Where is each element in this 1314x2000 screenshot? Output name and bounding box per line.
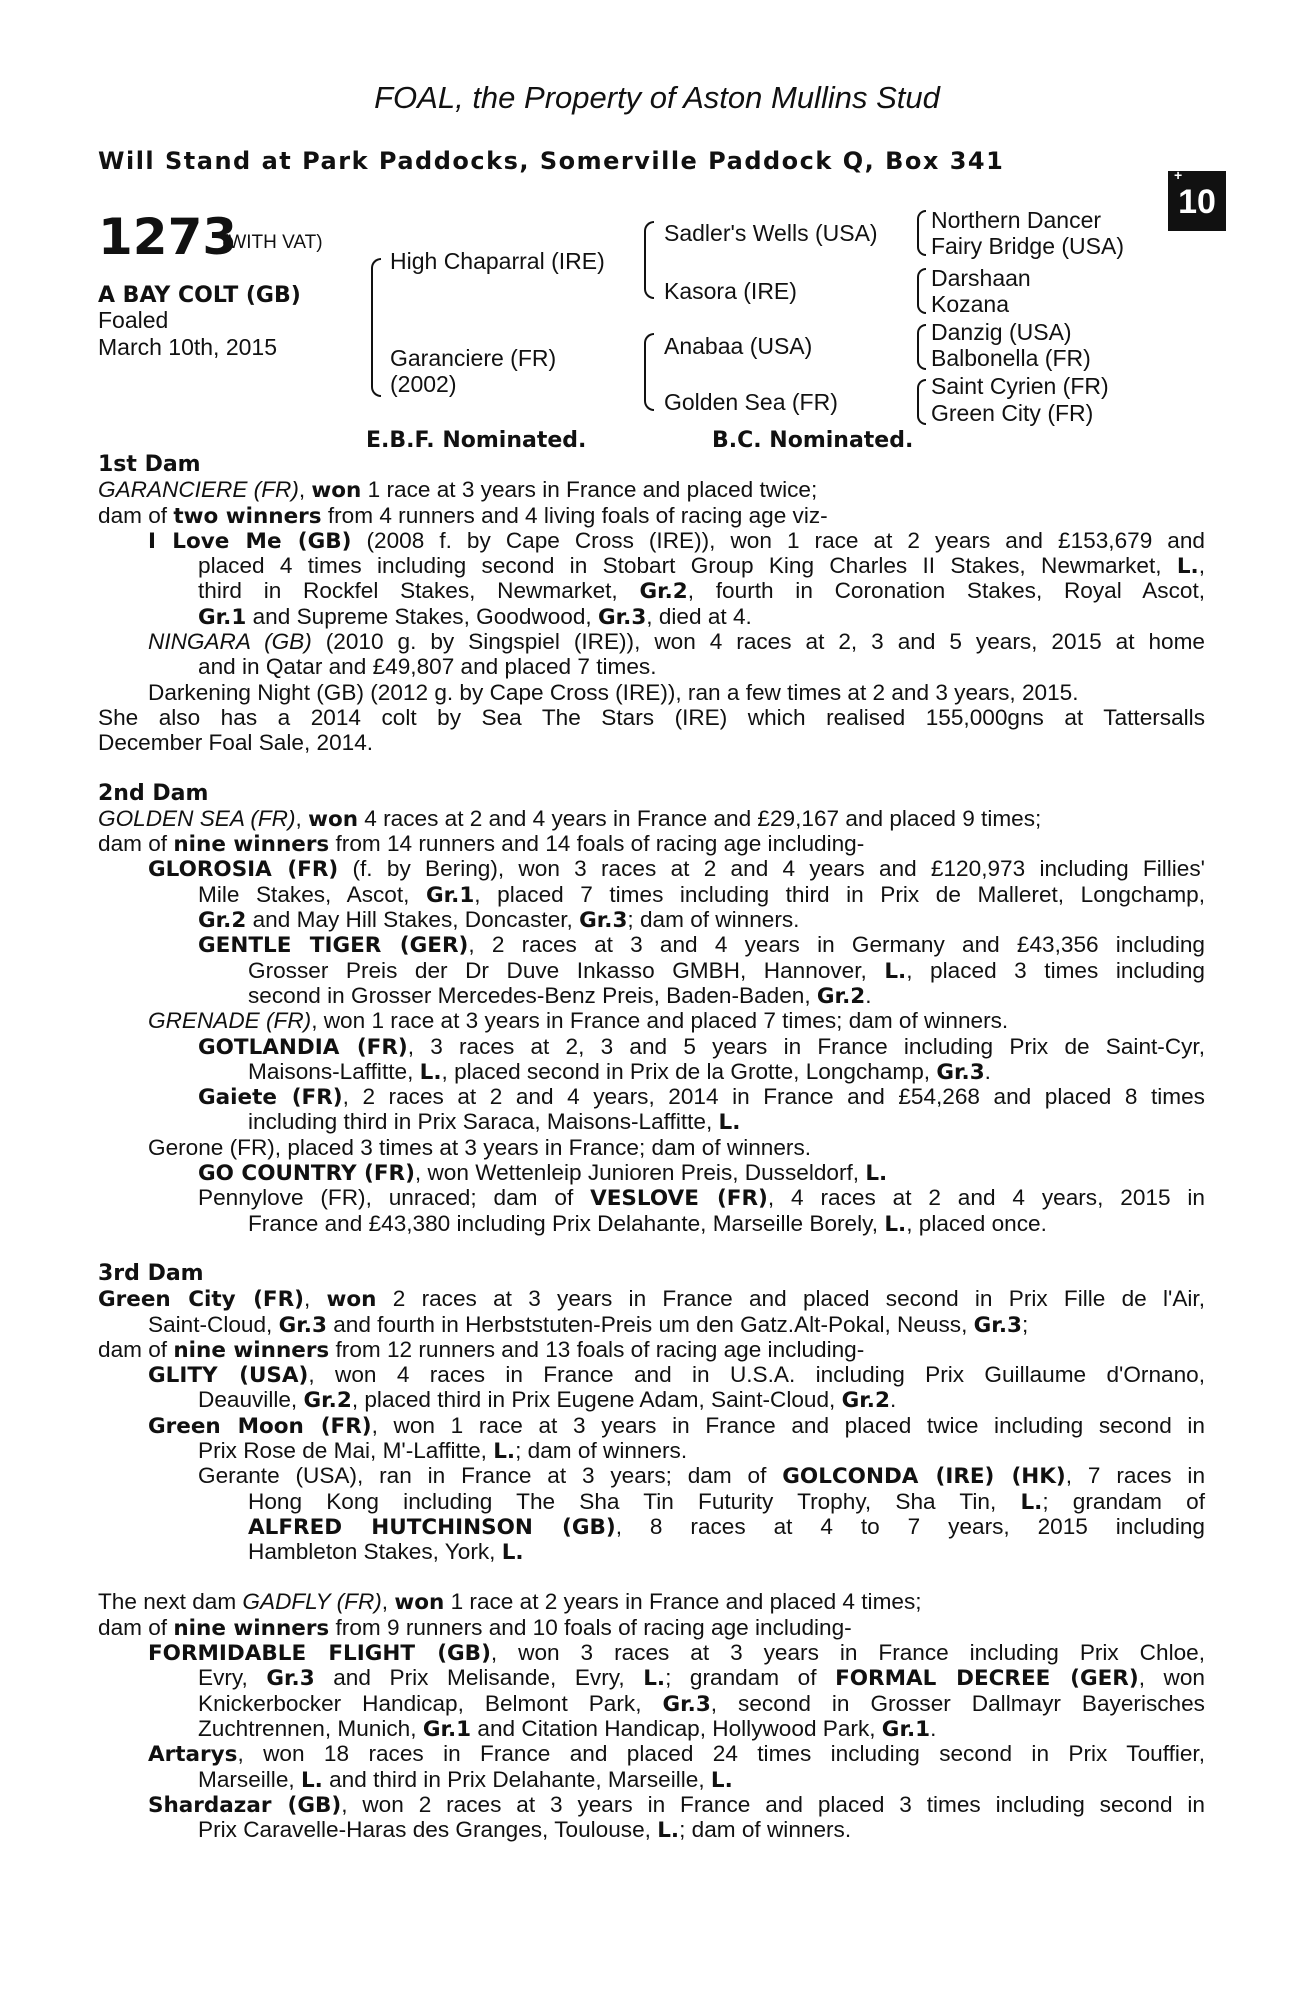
text-run: and May Hill Stakes, Doncaster, — [246, 907, 580, 933]
text-run: ; dam of winners. — [679, 1817, 852, 1843]
text-run: from 14 runners and 14 foals of racing age including- — [329, 831, 865, 857]
text-run: L. — [1020, 1489, 1043, 1515]
next-dam-line — [98, 1589, 1205, 1614]
third-dam-line — [98, 1362, 1205, 1387]
text-run: FORMAL DECREE (GER) — [835, 1666, 1139, 1692]
pedigree-ddd: Green City (FR) — [931, 400, 1094, 426]
second-dam-line — [98, 1185, 1205, 1210]
text-run: Mile Stakes, Ascot, — [198, 881, 426, 907]
text-run: L. — [710, 1767, 733, 1793]
pedigree-brace-sd — [917, 268, 926, 314]
text-run: nine winners — [173, 832, 330, 858]
pedigree-dam: Garanciere (FR) — [390, 345, 557, 371]
text-run: Gr.1 — [881, 1716, 931, 1742]
text-run: , won 4 races in France and in U.S.A. including Prix Guillaume d'Ornano, — [308, 1362, 1205, 1388]
text-run: , fourth in Coronation Stakes, Royal Ascot, — [687, 578, 1206, 604]
pedigree-ssd: Fairy Bridge (USA) — [931, 233, 1124, 259]
text-run: Pennylove (FR), unraced; dam of — [198, 1185, 591, 1211]
text-run: 1 race at 3 years in France and placed twice; — [361, 477, 818, 503]
text-run: . — [930, 1715, 937, 1741]
text-run: won — [311, 478, 362, 504]
next-dam-line — [98, 1640, 1205, 1665]
text-run: Gr.3 — [973, 1312, 1022, 1338]
text-run: , — [298, 477, 312, 503]
second-dam-line — [98, 1059, 1205, 1084]
text-run: GRENADE (FR) — [148, 1008, 312, 1034]
pedigree-sire-sire: Sadler's Wells (USA) — [664, 220, 878, 246]
text-run: VESLOVE (FR) — [590, 1186, 768, 1212]
text-run: Gr.3 — [579, 908, 628, 934]
text-run: GO COUNTRY (FR) — [198, 1161, 415, 1187]
text-run: , 3 races at 2, 3 and 5 years in France including Prix de Saint-Cyr, — [407, 1033, 1205, 1059]
text-run: , won 18 races in France and placed 24 times including second in Prix Touffier, — [237, 1741, 1205, 1767]
lot-number: 1273 — [98, 208, 238, 266]
text-run: , placed second in Prix de la Grotte, Longchamp, — [441, 1058, 937, 1084]
pedigree-dam-dam: Golden Sea (FR) — [664, 389, 838, 415]
next-dam-line — [98, 1691, 1205, 1716]
text-run: FORMIDABLE FLIGHT (GB) — [148, 1641, 491, 1667]
second-dam-heading: 2nd Dam — [98, 780, 209, 806]
text-run: , 7 races in — [1065, 1463, 1206, 1489]
third-dam-line — [98, 1514, 1205, 1539]
text-run: Prix Rose de Mai, M'-Laffitte, — [198, 1437, 494, 1463]
pedigree-sds: Darshaan — [931, 265, 1031, 291]
text-run: placed 4 times including second in Stobart Group King Charles II Stakes, Newmarket, — [198, 553, 1177, 579]
text-run: won — [394, 1590, 445, 1616]
third-dam-line — [98, 1312, 1205, 1337]
next-dam-line — [98, 1741, 1205, 1766]
pedigree-sire-dam: Kasora (IRE) — [664, 278, 797, 304]
second-dam-line — [98, 1034, 1205, 1059]
text-run: Gr.1 — [425, 882, 475, 908]
foaled-date: March 10th, 2015 — [98, 334, 278, 360]
second-dam-line — [98, 1135, 1205, 1160]
text-run: Gr.3 — [266, 1666, 315, 1692]
text-run: Grosser Preis der Dr Duve Inkasso GMBH, Hannover, — [248, 957, 885, 983]
text-run: L. — [1176, 554, 1199, 580]
text-run: Gr.3 — [597, 604, 647, 630]
text-run: Zuchtrennen, Munich, — [198, 1715, 423, 1741]
text-run: from 12 runners and 13 foals of racing age including- — [329, 1336, 865, 1362]
text-run: , — [1198, 553, 1205, 579]
text-run: France and £43,380 including Prix Delahante, Marseille Borely, — [248, 1210, 885, 1236]
text-run: Saint-Cloud, — [148, 1311, 279, 1337]
text-run: from 4 runners and 4 living foals of racing age viz- — [321, 502, 828, 528]
text-run: , won 3 races at 3 years in France including Prix Chloe, — [490, 1640, 1205, 1666]
second-dam-line — [98, 1008, 1205, 1033]
text-run: GARANCIERE (FR) — [98, 477, 299, 503]
text-run: Evry, — [198, 1665, 267, 1691]
text-run: L. — [501, 1540, 524, 1566]
pedigree-brace-main — [371, 258, 381, 397]
third-dam-line — [98, 1387, 1205, 1412]
text-run: Gr.1 — [422, 1716, 472, 1742]
text-run: ALFRED HUTCHINSON (GB) — [248, 1514, 616, 1540]
second-dam-line — [98, 856, 1205, 881]
pedigree-brace-sire — [644, 221, 654, 299]
text-run: Prix Caravelle-Haras des Granges, Toulouse, — [198, 1817, 658, 1843]
text-run: , — [295, 805, 309, 831]
second-dam-line — [98, 907, 1205, 932]
pedigree-dds: Saint Cyrien (FR) — [931, 373, 1109, 399]
text-run: nine winners — [173, 1615, 330, 1641]
text-run: , won Wettenleip Junioren Preis, Dusseldorf, — [414, 1160, 866, 1186]
pedigree-brace-ss — [917, 210, 926, 256]
text-run: (2008 f. by Cape Cross (IRE)), won 1 race at 2 years and £153,679 and — [351, 527, 1206, 553]
text-run: , 4 races at 2 and 4 years, 2015 in — [767, 1185, 1205, 1211]
text-run: . — [865, 982, 872, 1008]
section-gap — [98, 1564, 1205, 1589]
first-dam-heading: 1st Dam — [98, 452, 201, 477]
pedigree-brace-dam — [644, 333, 654, 411]
text-run: Green City (FR) — [98, 1287, 304, 1313]
text-run: , second in Grosser Dallmayr Bayerisches — [710, 1690, 1205, 1716]
first-dam-line — [98, 477, 1205, 502]
text-run: GOLDEN SEA (FR) — [98, 805, 296, 831]
text-run: Gr.2 — [639, 579, 688, 605]
text-run: Gerante (USA), ran in France at 3 years; dam of — [198, 1463, 783, 1489]
text-run: dam of — [98, 1336, 174, 1362]
box-location: Will Stand at Park Paddocks, Somerville Paddock Q, Box 341 — [98, 147, 1005, 175]
text-run: (2010 g. by Singspiel (IRE)), won 4 races at 2, 3 and 5 years, 2015 at home — [311, 629, 1205, 655]
text-run: ; — [1021, 1311, 1029, 1337]
text-run: and Supreme Stakes, Goodwood, — [246, 603, 598, 629]
text-run: The next dam — [98, 1589, 243, 1615]
text-run: Artarys — [148, 1742, 238, 1768]
text-run: Gerone (FR), placed 3 times at 3 years in France; dam of winners. — [148, 1134, 812, 1160]
text-run: Deauville, — [198, 1387, 304, 1413]
text-run: Gr.3 — [662, 1691, 711, 1717]
pedigree-sire: High Chaparral (IRE) — [390, 248, 605, 274]
text-run: Gr.2 — [303, 1388, 352, 1414]
text-run: Gaiete (FR) — [198, 1085, 343, 1111]
text-run: 4 races at 2 and 4 years in France and £29,167 and placed 9 times; — [358, 805, 1042, 831]
text-run: , won 1 race at 3 years in France and placed twice including second in — [371, 1412, 1206, 1438]
text-run: 2 races at 3 years in France and placed second in Prix Fille de l'Air, — [376, 1286, 1205, 1312]
text-run: GENTLE TIGER (GER) — [198, 933, 469, 959]
text-run: Maisons-Laffitte, — [248, 1058, 420, 1084]
next-dam-line — [98, 1665, 1205, 1690]
text-run: , won 1 race at 3 years in France and placed 7 times; dam of winners. — [311, 1008, 1009, 1034]
text-run: Marseille, — [198, 1766, 301, 1792]
bc-nominated: B.C. Nominated. — [712, 428, 914, 453]
third-dam-line — [98, 1438, 1205, 1463]
text-run: Gr.3 — [278, 1312, 327, 1338]
first-dam-line — [98, 654, 1205, 679]
badge-number: 10 — [1178, 183, 1216, 221]
second-dam-line — [98, 1084, 1205, 1109]
text-run: NINGARA (GB) — [148, 629, 312, 655]
second-dam-line — [98, 1109, 1205, 1134]
first-dam-line — [98, 705, 1205, 730]
first-dam-line — [98, 553, 1205, 578]
first-dam-line — [98, 503, 1205, 528]
text-run: I Love Me (GB) — [148, 528, 352, 554]
first-dam-line — [98, 578, 1205, 603]
text-run: , — [304, 1286, 327, 1312]
text-run: , placed once. — [906, 1210, 1047, 1236]
text-run: . — [889, 1387, 897, 1413]
lot-description: A BAY COLT (GB) — [98, 283, 301, 308]
text-run: L. — [865, 1161, 888, 1187]
text-run: L. — [419, 1059, 442, 1085]
text-run: GLOROSIA (FR) — [148, 857, 339, 883]
text-run: Gr.2 — [816, 983, 866, 1009]
text-run: L. — [884, 1211, 907, 1237]
text-run: Shardazar (GB) — [148, 1792, 342, 1818]
third-dam-line — [98, 1463, 1205, 1488]
section-gap — [98, 756, 1205, 781]
text-run: , 2 races at 3 and 4 years in Germany and £43,356 including — [468, 932, 1205, 958]
text-run: and Prix Melisande, Evry, — [314, 1665, 644, 1691]
text-run: She also has a 2014 colt by Sea The Stars (IRE) which realised 155,000gns at Tattersalls — [98, 704, 1205, 730]
pedigree-dsd: Balbonella (FR) — [931, 345, 1091, 371]
text-run: Darkening Night (GB) (2012 g. by Cape Cross (IRE)), ran a few times at 2 and 3 years, 2015. — [148, 679, 1079, 705]
text-run: , placed 3 times including — [906, 957, 1206, 983]
pedigree-dam-sire: Anabaa (USA) — [664, 333, 813, 359]
next-dam-line — [98, 1615, 1205, 1640]
next-dam-line — [98, 1716, 1205, 1741]
text-run: and third in Prix Delahante, Marseille, — [322, 1766, 711, 1792]
text-run: two winners — [173, 503, 322, 529]
next-dam-line — [98, 1817, 1205, 1842]
text-run: , died at 4. — [646, 603, 752, 629]
text-run: Green Moon (FR) — [148, 1413, 372, 1439]
text-run: L. — [884, 958, 907, 984]
second-dam-line — [98, 958, 1205, 983]
text-run: L. — [718, 1110, 741, 1136]
text-run: , placed 7 times including third in Prix de Malleret, Longchamp, — [474, 881, 1205, 907]
text-run: second in Grosser Mercedes-Benz Preis, Baden-Baden, — [248, 982, 817, 1008]
first-dam-line — [98, 528, 1205, 553]
third-dam-line — [98, 1286, 1205, 1311]
pedigree-brace-ds — [917, 324, 926, 370]
text-run: L. — [657, 1818, 680, 1844]
second-dam-line — [98, 806, 1205, 831]
ebf-nominated: E.B.F. Nominated. — [366, 428, 587, 453]
badge-plus: + — [1174, 167, 1183, 183]
text-run: from 9 runners and 10 foals of racing age including- — [329, 1614, 852, 1640]
text-run: . — [984, 1058, 991, 1084]
next-dam-line — [98, 1767, 1205, 1792]
text-run: L. — [300, 1767, 323, 1793]
pedigree-brace-dd — [917, 379, 926, 425]
text-run: GADFLY (FR) — [242, 1589, 382, 1615]
text-run: Gr.1 — [198, 604, 247, 630]
first-dam-line — [98, 604, 1205, 629]
text-run: GLITY (USA) — [148, 1363, 309, 1389]
text-run: , won — [1138, 1665, 1205, 1691]
second-dam-line — [98, 1211, 1205, 1236]
pedigree-sss: Northern Dancer — [931, 207, 1102, 233]
text-run: , won 2 races at 3 years in France and placed 3 times including second in — [341, 1791, 1205, 1817]
text-run: dam of — [98, 831, 174, 857]
section-gap — [98, 1236, 1205, 1261]
next-dam-line — [98, 1792, 1205, 1817]
text-run: December Foal Sale, 2014. — [98, 730, 374, 756]
text-run: Hong Kong including The Sha Tin Futurity Trophy, Sha Tin, — [248, 1488, 1021, 1514]
page-title: FOAL, the Property of Aston Mullins Stud — [374, 80, 940, 115]
text-run: nine winners — [173, 1337, 330, 1363]
text-run: L. — [493, 1438, 516, 1464]
text-run: 1 race at 2 years in France and placed 4 times; — [444, 1589, 922, 1615]
lot-badge — [1168, 167, 1226, 231]
first-dam-line — [98, 730, 1205, 755]
second-dam-line — [98, 983, 1205, 1008]
text-run: Hambleton Stakes, York, — [248, 1539, 502, 1565]
third-dam-line — [98, 1413, 1205, 1438]
text-run: won — [308, 806, 359, 832]
text-run: ; dam of winners. — [515, 1437, 688, 1463]
text-run: (f. by Bering), won 3 races at 2 and 4 years and £120,973 including Fillies' — [338, 856, 1205, 882]
text-run: GOTLANDIA (FR) — [198, 1034, 408, 1060]
text-run: Knickerbocker Handicap, Belmont Park, — [198, 1690, 663, 1716]
text-run: and Citation Handicap, Hollywood Park, — [471, 1715, 882, 1741]
text-run: , placed third in Prix Eugene Adam, Saint-Cloud, — [351, 1387, 842, 1413]
text-run: third in Rockfel Stakes, Newmarket, — [198, 578, 640, 604]
text-run: Gr.3 — [936, 1059, 985, 1085]
text-run: and fourth in Herbststuten-Preis um den Gatz.Alt-Pokal, Neuss, — [326, 1311, 974, 1337]
foaled-label: Foaled — [98, 307, 169, 333]
pedigree-dam-year: (2002) — [390, 371, 457, 397]
text-run: including third in Prix Saraca, Maisons-Laffitte, — [248, 1109, 719, 1135]
text-run: and in Qatar and £49,807 and placed 7 times. — [198, 654, 657, 680]
catalogue-body — [98, 452, 1205, 1842]
first-dam-line — [98, 629, 1205, 654]
text-run: ; grandam of — [1042, 1488, 1206, 1514]
second-dam-line — [98, 932, 1205, 957]
text-run: dam of — [98, 502, 174, 528]
second-dam-line — [98, 1160, 1205, 1185]
lot-vat: (WITH VAT) — [222, 232, 323, 253]
pedigree-sdd: Kozana — [931, 291, 1010, 317]
text-run: , 2 races at 2 and 4 years, 2014 in France and £54,268 and placed 8 times — [342, 1084, 1205, 1110]
second-dam-line — [98, 831, 1205, 856]
text-run: Gr.2 — [198, 908, 247, 934]
text-run: ; grandam of — [665, 1665, 836, 1691]
second-dam-line — [98, 882, 1205, 907]
third-dam-heading: 3rd Dam — [98, 1260, 204, 1286]
text-run: , — [381, 1589, 395, 1615]
text-run: dam of — [98, 1614, 174, 1640]
text-run: GOLCONDA (IRE) (HK) — [782, 1464, 1066, 1490]
text-run: ; dam of winners. — [627, 907, 800, 933]
first-dam-line — [98, 680, 1205, 705]
text-run: , 8 races at 4 to 7 years, 2015 including — [615, 1513, 1205, 1539]
third-dam-line — [98, 1539, 1205, 1564]
pedigree-dss: Danzig (USA) — [931, 319, 1072, 345]
text-run: L. — [643, 1666, 666, 1692]
third-dam-line — [98, 1489, 1205, 1514]
third-dam-line — [98, 1337, 1205, 1362]
text-run: won — [326, 1287, 377, 1313]
text-run: Gr.2 — [841, 1388, 890, 1414]
